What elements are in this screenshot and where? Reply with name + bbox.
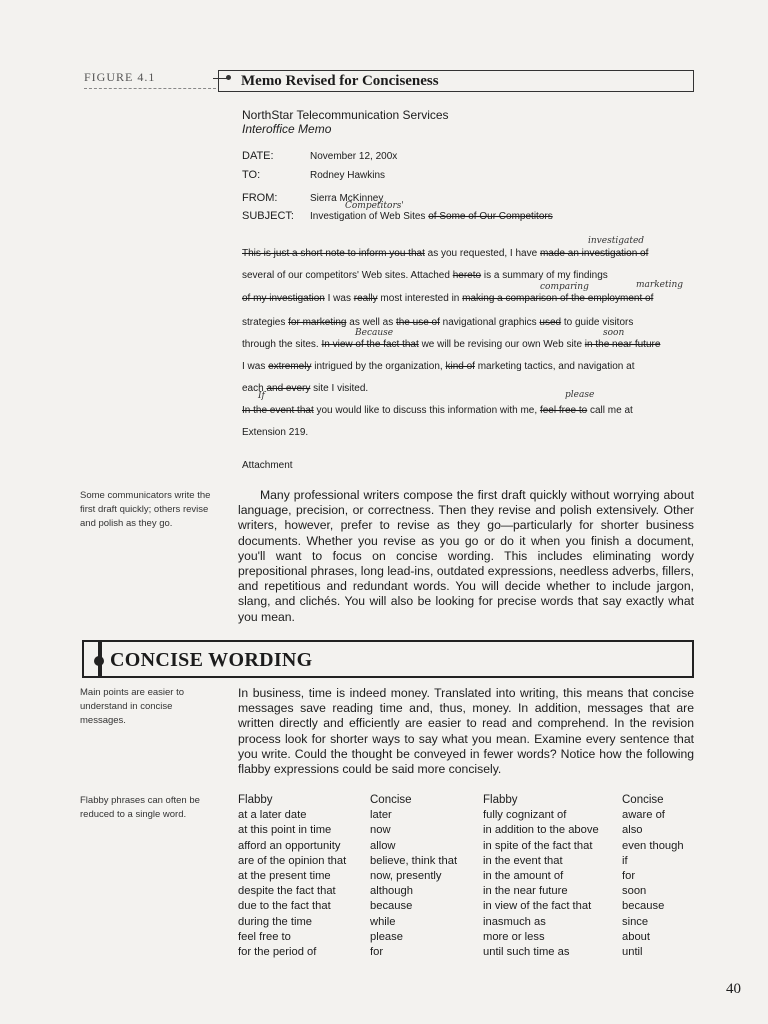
figure-label: FIGURE 4.1 (84, 70, 156, 84)
table-cell: if (622, 854, 628, 867)
bullet-marker-icon (213, 78, 229, 79)
handwritten-insert: comparing (540, 282, 589, 292)
sidenote-draft: Some communicators write the first draft quickly; others revise and polish as they go. (80, 490, 211, 529)
section-heading-box (82, 640, 694, 678)
body-text: marketing tactics, and navigation at (477, 361, 635, 372)
table-col-concise-1 (370, 793, 457, 960)
body-text: intrigued by the organization, (314, 361, 443, 372)
body-text: several of our competitors' Web sites. Attached (242, 270, 450, 281)
struck-text: feel free to (539, 405, 588, 416)
table-cell: now, presently (370, 870, 442, 883)
memo-body-line-1 (242, 248, 648, 259)
memo-type: Interoffice Memo (242, 122, 332, 136)
table-cell: despite the fact that (238, 885, 336, 898)
table-cell: until (622, 946, 643, 959)
memo-to-label: TO: (242, 169, 261, 181)
body-text: most interested in (380, 293, 460, 304)
struck-text: for marketing (288, 317, 347, 328)
paragraph-writers: Many professional writers compose the first draft quickly without worrying about language, precision, or correctness. Then they revise and polish extensively. Other writers, however, prefer to revise as they go—particularly for shorter business documents. Whether you revise as you go or do it when you finish a document, you'll want to focus on concise wording. This includes eliminating wordy prepositional phrases, long lead-ins, outdated expressions, needless adverbs, fillers, and repetitious and redundant words. You will decide whether to include jargon, slang, and clichés. You will also be looking for precise words that say exactly what you mean. (238, 488, 694, 624)
handwritten-insert: Competitors' (345, 201, 404, 211)
table-cell: at a later date (238, 809, 307, 822)
table-header: Flabby (238, 794, 273, 806)
table-cell: at the present time (238, 870, 331, 883)
subject-text: Investigation of Web Sites (310, 211, 426, 222)
figure-title: Memo Revised for Conciseness (241, 73, 439, 89)
table-cell: since (622, 915, 649, 928)
section-knob-icon (94, 656, 104, 666)
table-cell: about (622, 930, 650, 943)
struck-text: made an investigation of (539, 248, 649, 259)
memo-from-value: Sierra McKinney (310, 193, 384, 204)
table-cell: inasmuch as (483, 915, 546, 928)
handwritten-insert: please (565, 390, 595, 400)
handwritten-insert: investigated (588, 236, 645, 246)
struck-text: of Some of Our Competitors (428, 211, 553, 222)
struck-text: the use of (395, 317, 440, 328)
table-cell: due to the fact that (238, 900, 331, 913)
struck-text: in the near future (584, 339, 661, 350)
section-title: CONCISE WORDING (110, 649, 313, 671)
body-text: you would like to discuss this information with me, (316, 405, 538, 416)
memo-body-line-9: Extension 219. (242, 427, 309, 438)
body-text: strategies (242, 317, 286, 328)
memo-body-line-3 (242, 293, 653, 304)
table-cell: during the time (238, 915, 313, 928)
table-cell: in spite of the fact that (483, 839, 593, 852)
table-cell: in addition to the above (483, 824, 599, 837)
table-cell: in the amount of (483, 870, 564, 883)
body-text: is a summary of my findings (483, 270, 608, 281)
sidenote-main-points: Main points are easier to understand in concise messages. (80, 687, 185, 726)
table-cell: soon (622, 885, 647, 898)
table-cell: feel free to (238, 930, 291, 943)
memo-subject-label: SUBJECT: (242, 210, 294, 222)
body-text: site I visited. (313, 383, 369, 394)
struck-text: kind of (445, 361, 475, 372)
memo-body-line-2 (242, 270, 608, 281)
memo-body-line-4 (242, 317, 633, 328)
struck-text: making a comparison of the employment of (462, 293, 654, 304)
body-text: I was (327, 293, 351, 304)
figure-leader-line (84, 88, 216, 89)
body-text: to guide visitors (563, 317, 634, 328)
struck-text: of my investigation (242, 293, 325, 304)
table-cell: in the event that (483, 854, 563, 867)
table-cell: in view of the fact that (483, 900, 592, 913)
sidenote-flabby: Flabby phrases can often be reduced to a single word. (80, 795, 200, 820)
struck-text: really (353, 293, 378, 304)
table-cell: now (370, 824, 391, 837)
table-col-concise-2 (622, 793, 684, 960)
table-cell: even though (622, 839, 684, 852)
table-cell: for (370, 946, 384, 959)
table-cell: while (370, 915, 396, 928)
table-cell: until such time as (483, 946, 570, 959)
table-cell: aware of (622, 809, 665, 822)
table-cell: because (622, 900, 665, 913)
table-cell: please (370, 930, 403, 943)
memo-subject-value (310, 211, 553, 222)
struck-text: In the event that (242, 405, 314, 416)
table-col-flabby-1 (238, 793, 346, 960)
table-cell: also (622, 824, 643, 837)
figure-title-box (218, 70, 694, 92)
table-header: Flabby (483, 794, 518, 806)
table-cell: for the period of (238, 946, 317, 959)
memo-date-label: DATE: (242, 150, 274, 162)
memo-body-line-8 (242, 405, 633, 416)
table-cell: allow (370, 839, 396, 852)
table-cell: because (370, 900, 413, 913)
struck-text: and every (266, 383, 311, 394)
table-header: Concise (370, 794, 412, 806)
table-cell: at this point in time (238, 824, 332, 837)
table-cell: fully cognizant of (483, 809, 567, 822)
handwritten-insert: soon (603, 328, 625, 338)
struck-text: This is just a short note to inform you that (242, 248, 425, 259)
table-cell: afford an opportunity (238, 839, 341, 852)
body-text: navigational graphics (442, 317, 537, 328)
table-cell: are of the opinion that (238, 854, 347, 867)
struck-text: hereto (452, 270, 482, 281)
body-text: through the sites. (242, 339, 319, 350)
body-text: we will be revising our own Web site (421, 339, 583, 350)
page-number: 40 (726, 981, 741, 997)
struck-text: In view of the fact that (321, 339, 419, 350)
table-cell: later (370, 809, 392, 822)
memo-attachment: Attachment (242, 460, 293, 471)
table-cell: believe, think that (370, 854, 458, 867)
handwritten-insert: marketing (636, 280, 684, 290)
handwritten-insert: If (258, 391, 265, 401)
struck-text: used (539, 317, 562, 328)
memo-body-line-5 (242, 339, 660, 350)
memo-date-value: November 12, 200x (310, 151, 398, 162)
table-cell: more or less (483, 930, 545, 943)
body-text: I was (242, 361, 266, 372)
body-text: as well as (349, 317, 394, 328)
memo-to-value: Rodney Hawkins (310, 170, 386, 181)
struck-text: extremely (268, 361, 312, 372)
table-header: Concise (622, 794, 664, 806)
table-cell: in the near future (483, 885, 568, 898)
paragraph-business: In business, time is indeed money. Translated into writing, this means that concise messages save reading time and, thus, money. In addition, messages that are written directly and efficiently are easier to read and comprehend. In the revision process look for shorter ways to say what you mean. Examine every sentence that you write. Could the thought be conveyed in fewer words? Notice how the following flabby expressions could be said more concisely. (238, 686, 694, 777)
body-text: as you requested, I have (427, 248, 538, 259)
body-text: each (242, 383, 264, 394)
table-col-flabby-2 (483, 793, 599, 960)
table-cell: although (370, 885, 413, 898)
memo-company: NorthStar Telecommunication Services (242, 108, 449, 122)
memo-body-line-6 (242, 361, 634, 372)
memo-from-label: FROM: (242, 192, 278, 204)
table-cell: for (622, 870, 636, 883)
handwritten-insert: Because (355, 328, 394, 338)
body-text: call me at (589, 405, 633, 416)
